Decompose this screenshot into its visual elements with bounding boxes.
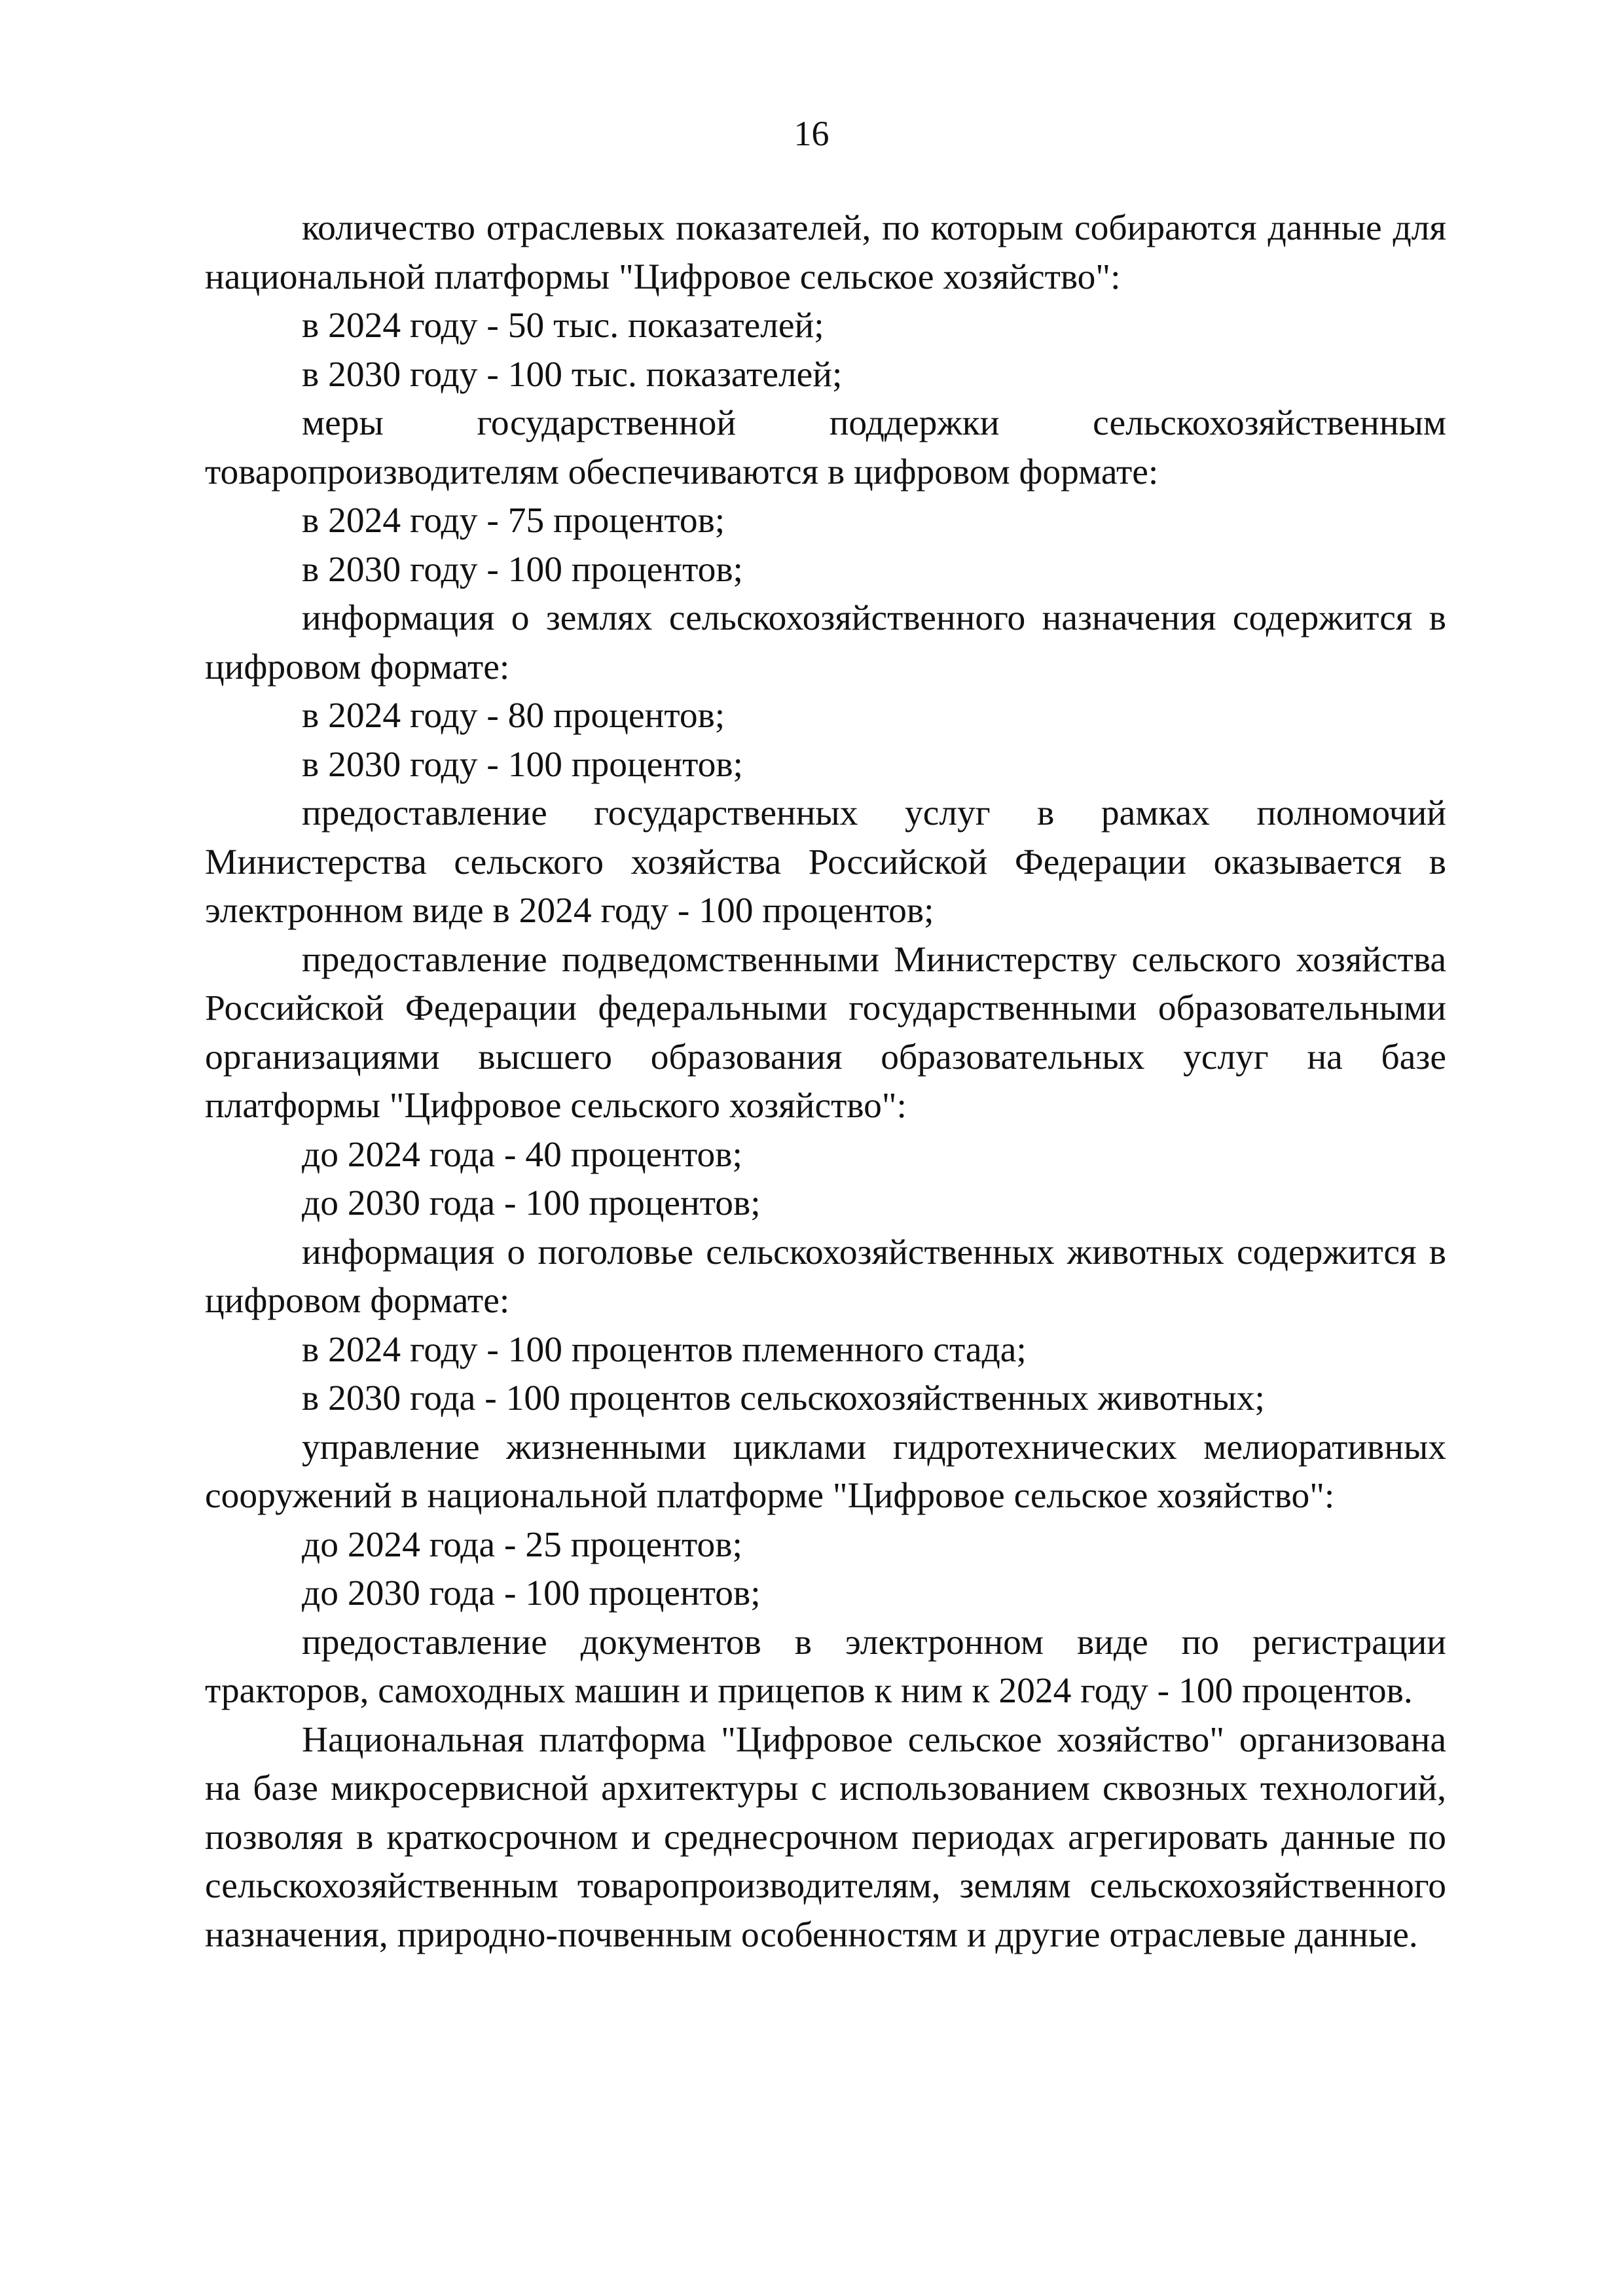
paragraph: меры государственной поддержки сельскохозяйственным товаропроизводителям обеспечиваются в цифровом формате:	[205, 403, 1446, 492]
paragraph: в 2030 года - 100 процентов сельскохозяйственных животных;	[302, 1378, 1265, 1418]
paragraph: до 2030 года - 100 процентов;	[302, 1183, 761, 1223]
page-number: 16	[793, 114, 830, 153]
paragraph: предоставление подведомственными Министерству сельского хозяйства Российской Федерации федеральными государственными образовательными организациями высшего образования образовательных услуг на базе платформы "Цифровое сельского хозяйство":	[205, 939, 1446, 1126]
paragraph: количество отраслевых показателей, по которым собираются данные для национальной платформы "Цифровое сельское хозяйство":	[205, 208, 1446, 297]
paragraph: в 2030 году - 100 процентов;	[302, 549, 743, 590]
paragraph: до 2024 года - 40 процентов;	[302, 1134, 742, 1175]
paragraph: предоставление государственных услуг в рамках полномочий Министерства сельского хозяйства Российской Федерации оказывается в электронном виде в 2024 году - 100 процентов;	[205, 793, 1446, 931]
paragraph: Национальная платформа "Цифровое сельское хозяйство" организована на базе микросервисной архитектуры с использованием сквозных технологий, позволяя в краткосрочном и среднесрочном периодах агрегировать данные по сельскохозяйственным товаропроизводителям, землям сельскохозяйственного назначения, природно-почвенным особенностям и другие отраслевые данные.	[205, 1719, 1446, 1955]
paragraph: в 2024 году - 50 тыс. показателей;	[302, 306, 824, 346]
paragraph: предоставление документов в электронном виде по регистрации тракторов, самоходных машин и прицепов к ним к 2024 году - 100 процентов.	[205, 1622, 1446, 1711]
paragraph: в 2030 году - 100 тыс. показателей;	[302, 354, 843, 395]
paragraph: информация о поголовье сельскохозяйственных животных содержится в цифровом формате:	[205, 1232, 1446, 1321]
paragraph: до 2030 года - 100 процентов;	[302, 1573, 761, 1613]
paragraph: управление жизненными циклами гидротехнических мелиоративных сооружений в национальной платформе "Цифровое сельское хозяйство":	[205, 1427, 1446, 1516]
paragraph: в 2024 году - 80 процентов;	[302, 696, 725, 736]
paragraph: информация о землях сельскохозяйственного назначения содержится в цифровом формате:	[205, 598, 1446, 687]
paragraph: в 2024 году - 75 процентов;	[302, 501, 725, 541]
paragraph: в 2024 году - 100 процентов племенного стада;	[302, 1329, 1027, 1370]
document-body	[205, 204, 1446, 1960]
paragraph: в 2030 году - 100 процентов;	[302, 744, 743, 785]
paragraph: до 2024 года - 25 процентов;	[302, 1524, 742, 1565]
